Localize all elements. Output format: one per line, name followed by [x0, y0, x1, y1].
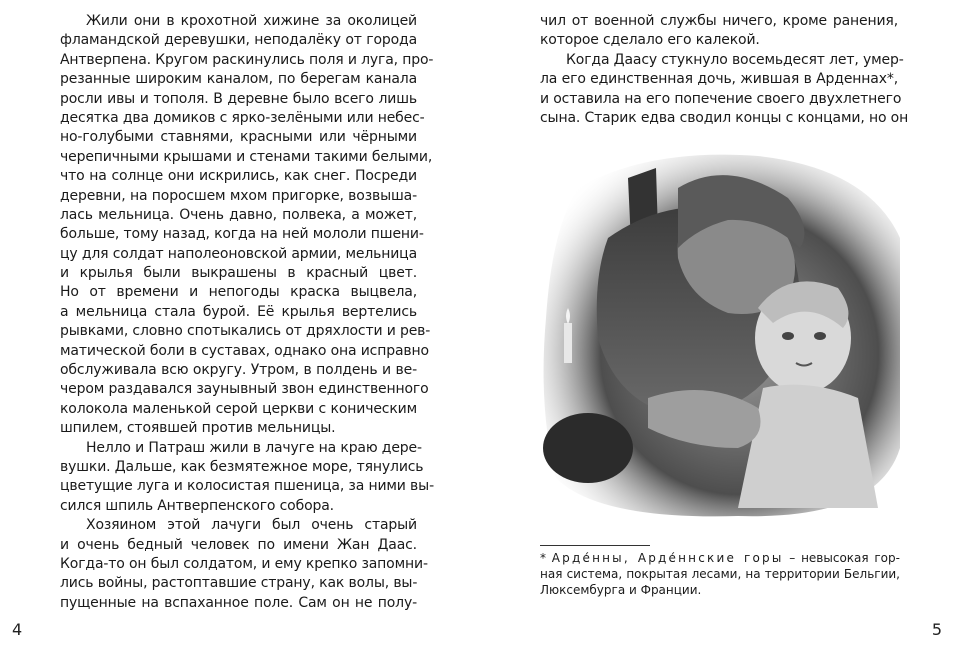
- text-line: десятка два домиков с ярко-зелёными или небес-: [60, 109, 425, 126]
- text-line: пущенные на вспаханное поле. Сам он не полу-: [60, 594, 417, 611]
- text-line: вушки. Дальше, как безмятежное море, тянулись: [60, 458, 424, 475]
- footnote: [540, 550, 900, 598]
- text-line: что на солнце они искрились, как снег. Посреди: [60, 168, 417, 185]
- text-line: Когда Даасу стукнуло восемьдесят лет, умер-: [566, 51, 904, 68]
- text-line: Хозяином этой лачуги был очень старый: [86, 517, 417, 534]
- text-line: цу для солдат наполеоновской армии, мельница: [60, 245, 417, 262]
- text-line: Когда-то он был солдатом, и ему крепко запомни-: [60, 555, 428, 572]
- pencil-illustration: [538, 148, 900, 520]
- text-line: шпилем, стоявшей против мельницы.: [60, 420, 336, 437]
- page-number-right: 5: [931, 620, 942, 639]
- footnote-line: ная система, покрытая лесами, на территории Бельгии,: [540, 567, 900, 581]
- text-line: которое сделало его калекой.: [540, 32, 760, 49]
- text-line: больше, тому назад, когда на ней мололи пшени-: [60, 226, 424, 243]
- right-page-text: [540, 12, 909, 128]
- page-number-left: 4: [12, 620, 23, 639]
- text-line: лась мельница. Очень давно, полвека, а может,: [60, 206, 417, 223]
- old-man-and-child-drawing: [538, 148, 900, 520]
- text-line: Антверпена. Кругом раскинулись поля и луга, про-: [60, 51, 434, 68]
- text-line: лись войны, растоптавшие страну, как волы, вы-: [60, 575, 418, 592]
- text-line: сился шпиль Антверпенского собора.: [60, 497, 334, 514]
- left-page-text: [60, 12, 434, 613]
- text-line: матической боли в суставах, однако она исправно: [60, 342, 429, 359]
- footnote-definition: – невысокая гор-: [783, 551, 900, 565]
- text-line: рывками, словно спотыкались от дряхлости и рев-: [60, 323, 431, 340]
- footnote-term: Арде́нны, Арде́ннские горы: [551, 551, 784, 565]
- text-line: и оставила на его попечение своего двухлетнего: [540, 90, 902, 107]
- footnote-rule: [540, 545, 650, 546]
- text-line: черепичными крышами и стенами такими белыми,: [60, 148, 433, 165]
- text-line: деревни, на поросшем мхом пригорке, возвыша-: [60, 187, 417, 204]
- text-line: сына. Старик едва сводил концы с концами, но он: [540, 109, 909, 126]
- right-page: [478, 0, 956, 652]
- text-line: обслуживала всю округу. Утром, в полдень и ве-: [60, 362, 417, 379]
- text-line: росли ивы и тополя. В деревне было всего лишь: [60, 90, 417, 107]
- text-line: Нелло и Патраш жили в лачуге на краю дере-: [86, 439, 422, 456]
- text-line: но-голубыми ставнями, красными или чёрными: [60, 129, 417, 146]
- text-line: резанные широким каналом, по берегам канала: [60, 71, 417, 88]
- text-line: а мельница стала бурой. Её крылья вертелись: [60, 303, 417, 320]
- text-line: Жили они в крохотной хижине за околицей: [86, 13, 417, 29]
- text-line: Но от времени и непогоды краска выцвела,: [60, 284, 417, 301]
- text-line: чером раздавался заунывный звон единственного: [60, 381, 429, 398]
- footnote-marker: *: [540, 551, 552, 565]
- text-line: чил от военной службы ничего, кроме ранения,: [540, 13, 898, 29]
- text-line: ла его единственная дочь, жившая в Арденнах*,: [540, 71, 898, 88]
- text-line: колокола маленькой серой церкви с коническим: [60, 400, 417, 417]
- text-line: фламандской деревушки, неподалёку от города: [60, 32, 417, 49]
- text-line: цветущие луга и колосистая пшеница, за ними вы-: [60, 478, 434, 495]
- text-line: и крылья были выкрашены в красный цвет.: [60, 265, 417, 282]
- footnote-line: Люксембурга и Франции.: [540, 583, 702, 597]
- text-line: и очень бедный человек по имени Жан Даас.: [60, 536, 417, 553]
- footnote-line: [540, 550, 900, 566]
